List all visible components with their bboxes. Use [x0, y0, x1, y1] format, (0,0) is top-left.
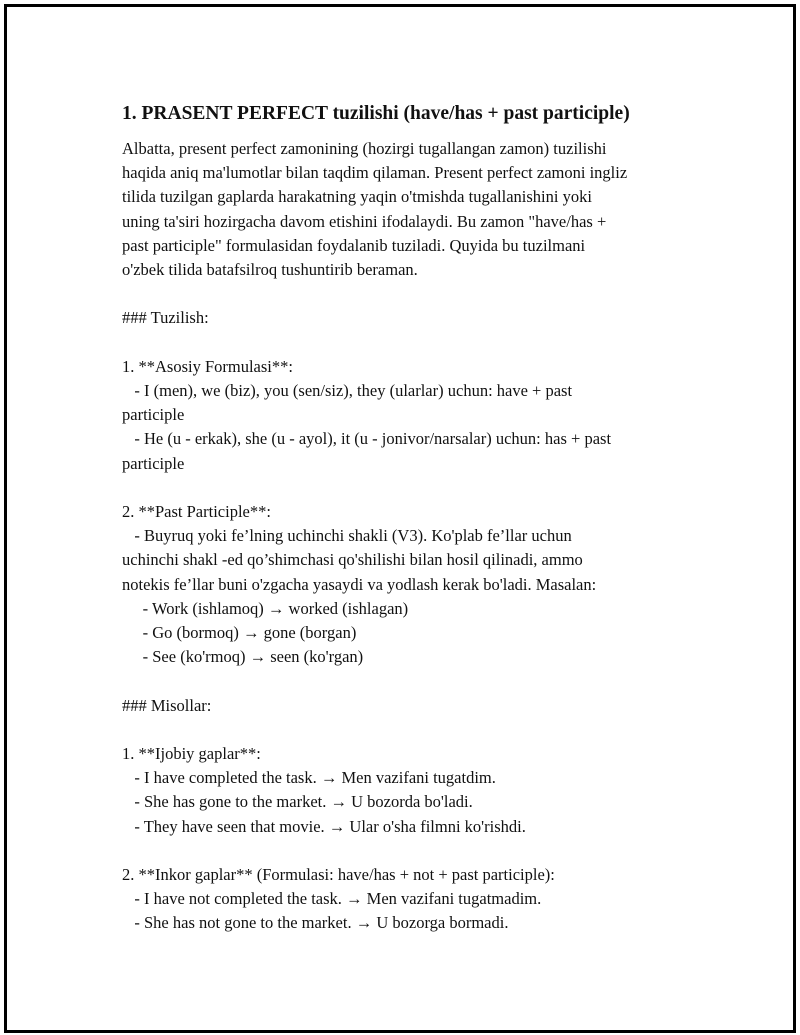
participle-line: - Go (bormoq) → gone (borgan)	[122, 623, 357, 643]
participle-line: 2. **Past Participle**:	[122, 502, 271, 521]
document-title: 1. PRASENT PERFECT tuzilishi (have/has + past participle)	[122, 103, 630, 124]
intro-line: o'zbek tilida batafsilroq tushuntirib beraman.	[122, 260, 418, 280]
intro-line: Albatta, present perfect zamonining (hozirgi tugallangan zamon) tuzilishi	[122, 139, 607, 158]
formula-line: - He (u - erkak), she (u - ayol), it (u - jonivor/narsalar) uchun: has + past	[122, 429, 612, 449]
intro-line: haqida aniq ma'lumotlar bilan taqdim qilaman. Present perfect zamoni ingliz	[122, 163, 628, 183]
examples-heading: ### Misollar:	[122, 695, 212, 715]
participle-line: notekis fe’llar buni o'zgacha yasaydi va yodlash kerak bo'ladi. Masalan:	[122, 574, 597, 594]
formula-line: 1. **Asosiy Formulasi**:	[122, 356, 293, 376]
negative-block	[122, 863, 702, 936]
positive-block	[122, 742, 702, 839]
page-frame	[4, 4, 796, 1033]
positive-line: - I have completed the task. → Men vazifani tugatdim.	[122, 768, 496, 788]
intro-paragraph	[122, 137, 702, 282]
spacer	[122, 718, 702, 742]
spacer	[122, 669, 702, 693]
spacer	[122, 476, 702, 500]
intro-line: uning ta'siri hozirgacha davom etishini ifodalaydi. Bu zamon "have/has +	[122, 211, 607, 231]
participle-line: - Work (ishlamoq) → worked (ishlagan)	[122, 598, 409, 618]
participle-line: - See (ko'rmoq) → seen (ko'rgan)	[122, 647, 364, 667]
positive-line: - They have seen that movie. → Ular o'sha filmni ko'rishdi.	[122, 816, 526, 836]
intro-line: tilida tuzilgan gaplarda harakatning yaqin o'tmishda tugallanishini yoki	[122, 187, 592, 207]
formula-block	[122, 355, 702, 476]
spacer	[122, 331, 702, 355]
negative-line: - She has not gone to the market. → U bozorga bormadi.	[122, 913, 509, 933]
participle-block	[122, 500, 702, 669]
formula-line: participle	[122, 453, 185, 473]
positive-line: 1. **Ijobiy gaplar**:	[122, 744, 261, 763]
formula-line: participle	[122, 405, 185, 425]
document-content	[122, 101, 702, 936]
spacer	[122, 839, 702, 863]
negative-line: 2. **Inkor gaplar** (Formulasi: have/has + not + past participle):	[122, 865, 555, 884]
positive-line: - She has gone to the market. → U bozorda bo'ladi.	[122, 792, 473, 812]
participle-line: - Buyruq yoki fe’lning uchinchi shakli (V3). Ko'plab fe’llar uchun	[122, 526, 572, 546]
negative-line: - I have not completed the task. → Men vazifani tugatmadim.	[122, 889, 542, 909]
intro-line: past participle" formulasidan foydalanib tuziladi. Quyida bu tuzilmani	[122, 235, 586, 255]
formula-line: - I (men), we (biz), you (sen/siz), they (ularlar) uchun: have + past	[122, 381, 573, 400]
structure-heading: ### Tuzilish:	[122, 308, 209, 328]
spacer	[122, 282, 702, 306]
participle-line: uchinchi shakl -ed qo’shimchasi qo'shilishi bilan hosil qilinadi, ammo	[122, 550, 583, 570]
